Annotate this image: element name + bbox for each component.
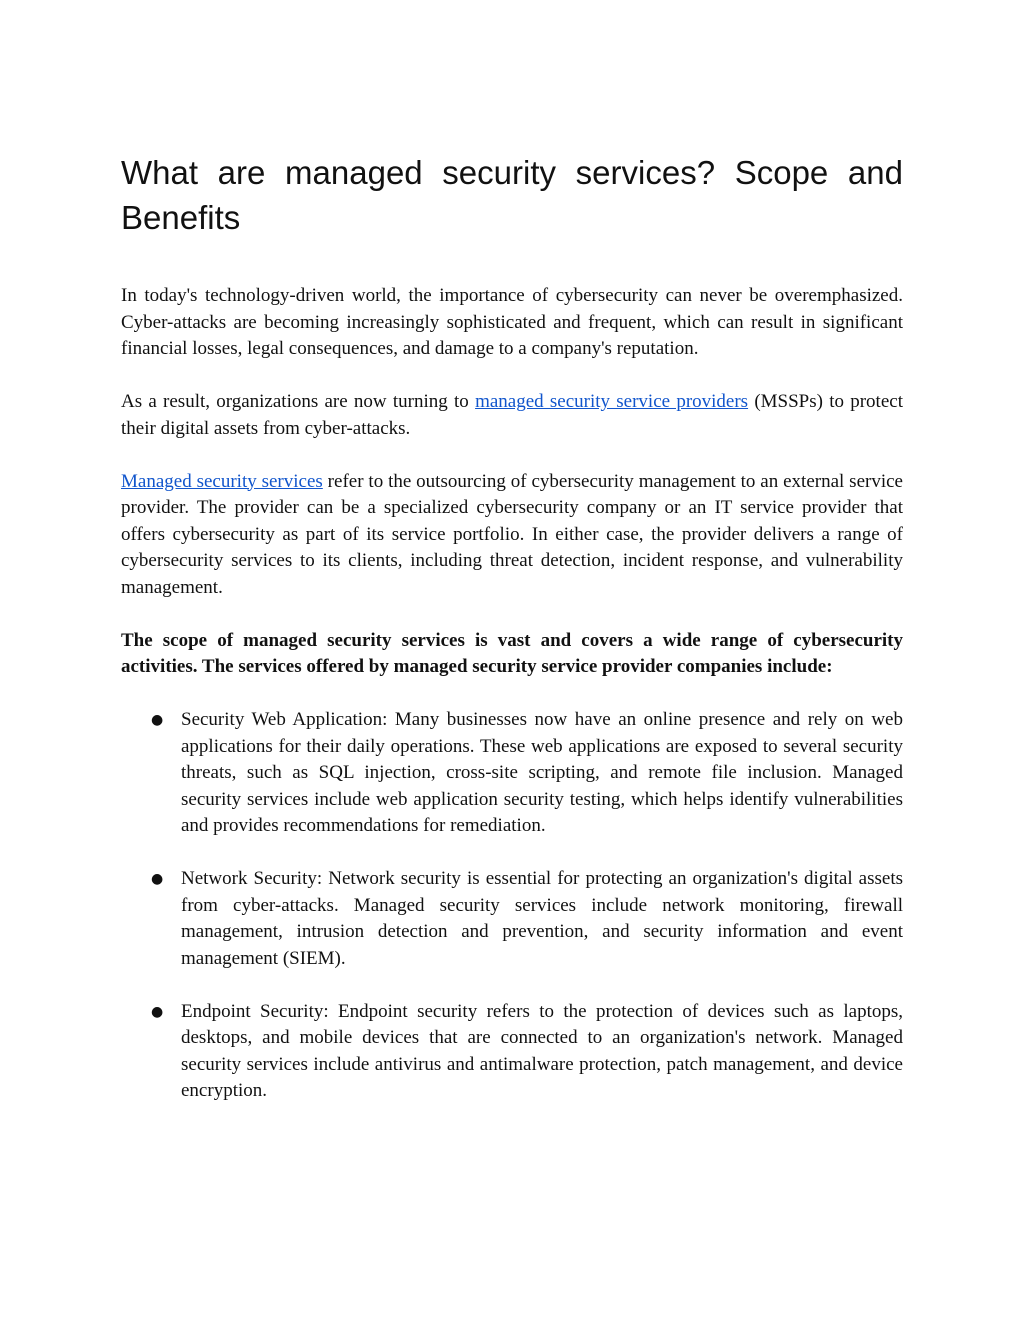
list-item [121,999,903,1105]
scope-heading-paragraph: The scope of managed security services is vast and covers a wide range of cybersecurity activities. The services offered by managed security service provider companies include: [121,629,903,677]
service-text: Network Security: Network security is essential for protecting an organization's digital assets from cyber-attacks. Managed security services include network monitoring, firewall management, intrusion detection and prevention, and security information and event management (SIEM). [181,868,903,969]
bullet-icon: ● [151,871,164,887]
list-item [121,866,903,972]
intro-paragraph: In today's technology-driven world, the importance of cybersecurity can never be overemphasized. Cyber-attacks are becoming increasingly sophisticated and frequent, which can result in significant financial losses, legal consequences, and damage to a company's reputation. [121,285,903,359]
mssp-text-after: (MSSPs) to protect their digital assets from cyber-attacks. [121,391,903,439]
service-text: Endpoint Security: Endpoint security refers to the protection of devices such as laptops, desktops, and mobile devices that are connected to an organization's network. Managed security services include antivirus and antimalware protection, patch management, and device encryption. [181,1000,903,1101]
document-page [121,150,903,1131]
mssp-link[interactable]: managed security service providers [475,391,749,412]
page-title: What are managed security services? Scope and Benefits [121,154,903,236]
bullet-icon: ● [151,1003,164,1020]
definition-paragraph [121,469,903,602]
managed-security-services-link[interactable]: Managed security services [121,470,323,492]
list-item [121,707,903,840]
mssp-text-before: As a result, organizations are now turning to [121,391,476,412]
service-text: Security Web Application: Many businesses now have an online presence and rely on web applications for their daily operations. These web applications are exposed to several security threats, such as SQL injection, cross-site scripting, and remote file inclusion. Managed security services include web application security testing, which helps identify vulnerabilities and provides recommendations for remediation. [181,709,903,836]
services-list [121,707,903,1105]
definition-text: refer to the outsourcing of cybersecurity management to an external service provider. The provider can be a specialized cybersecurity company or an IT service provider that offers cybersecurity as part of its service portfolio. In either case, the provider delivers a range of cybersecurity services to its clients, including threat detection, incident response, and vulnerability management. [121,470,903,598]
mssp-paragraph [121,389,903,442]
bullet-icon: ● [151,712,164,728]
